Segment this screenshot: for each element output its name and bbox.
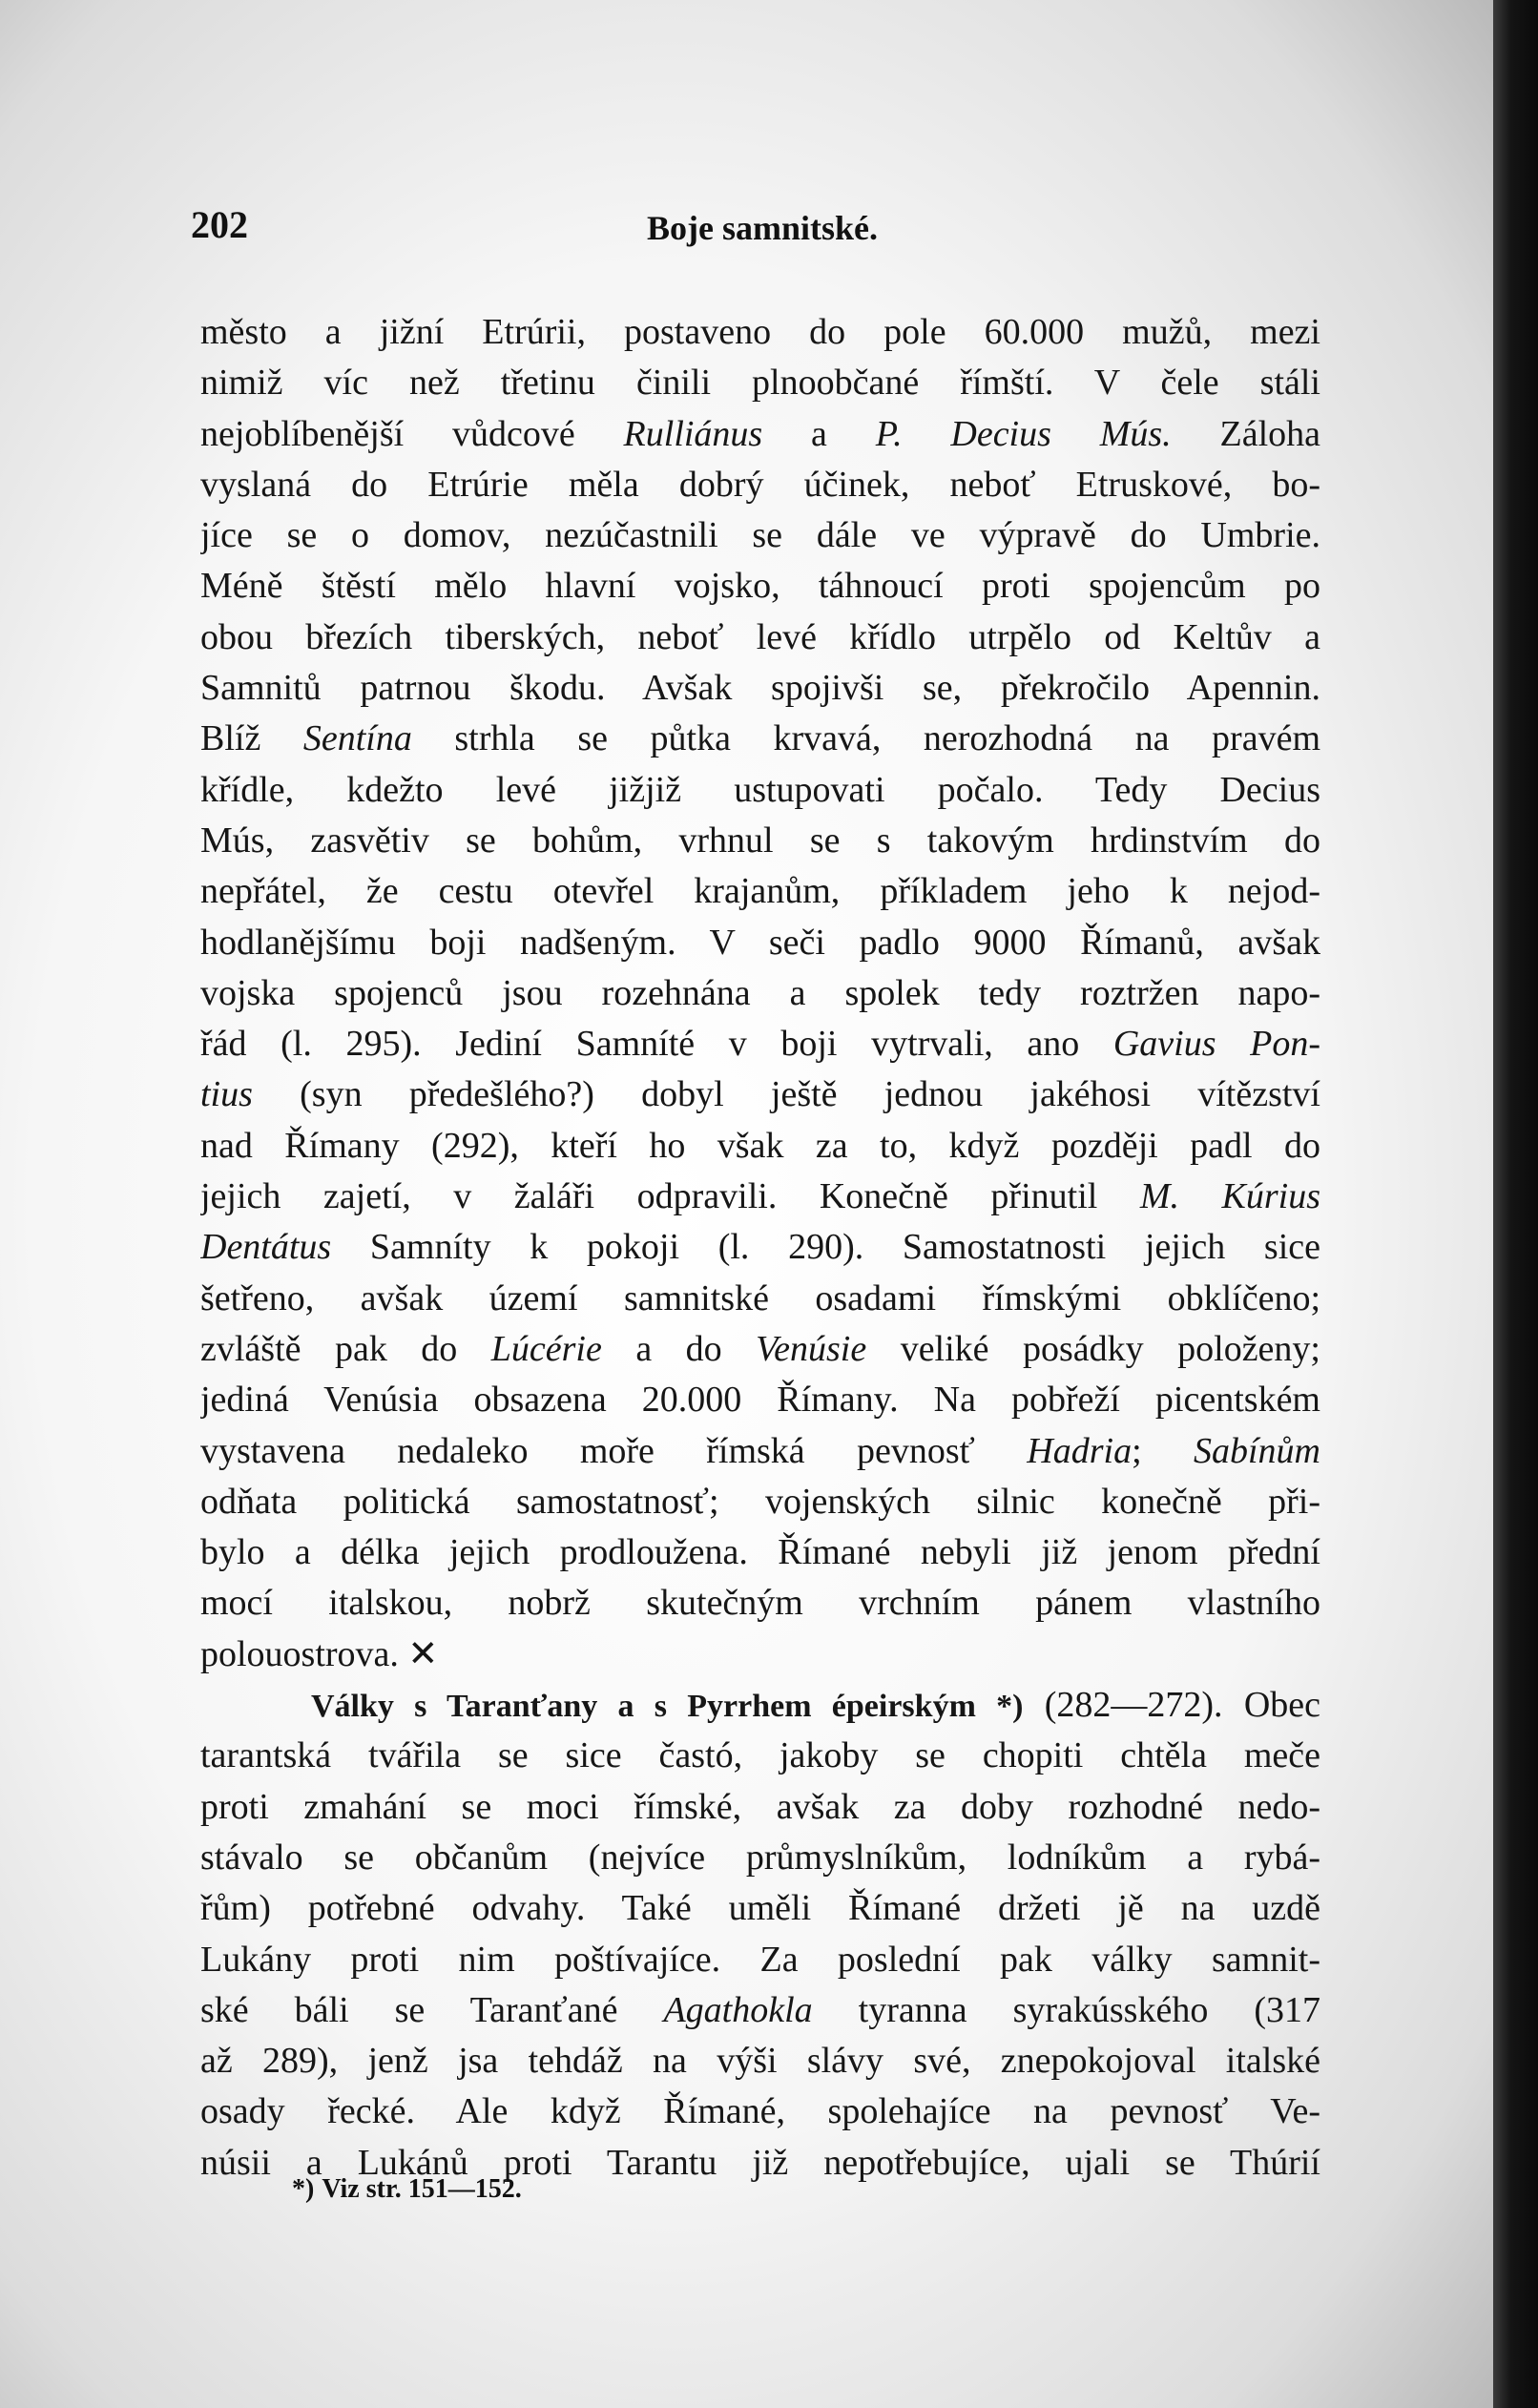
body-text	[200, 307, 1320, 2189]
text-line: nad Římany (292), kteří ho však za to, když později padl do	[200, 1125, 1320, 1166]
text-line: proti zmahání se moci římské, avšak za doby rozhodné nedo-	[200, 1786, 1320, 1827]
italic-name: tius	[200, 1074, 253, 1115]
text-line: jediná Venúsia obsazena 20.000 Římany. Na pobřeží picentském	[200, 1380, 1320, 1421]
text-line: nimiž víc než třetinu činili plnoobčané římští. V čele stáli	[200, 363, 1320, 404]
footnote-text: Viz str. 151—152.	[322, 2174, 522, 2204]
text-line: jíce se o domov, nezúčastnili se dále ve výpravě do Umbrie.	[200, 515, 1320, 556]
text-line: hodlanějšímu boji nadšeným. V seči padlo 9000 Římanů, avšak	[200, 922, 1320, 963]
text-line: Samnitů patrnou škodu. Avšak spojivši se, překročilo Apennin.	[200, 668, 1320, 709]
page-edge-shadow	[1493, 0, 1538, 2408]
text-line: Méně štěstí mělo hlavní vojsko, táhnoucí proti spojencům po	[200, 566, 1320, 607]
text-line: Lukány proti nim poštívajíce. Za poslední pak války samnit-	[200, 1939, 1320, 1980]
italic-name: Hadria	[1027, 1430, 1133, 1471]
text-line: polouostrova. ✕	[200, 1633, 439, 1674]
text-line: křídle, kdežto levé jižjiž ustupovati počalo. Tedy Decius	[200, 769, 1320, 810]
text-line: město a jižní Etrúrii, postaveno do pole 60.000 mužů, mezi	[200, 312, 1320, 352]
italic-name: P. Decius Mús.	[875, 413, 1172, 454]
text-line: vyslaná do Etrúrie měla dobrý účinek, neboť Etruskové, bo-	[200, 464, 1320, 505]
text-line: Mús, zasvětiv se bohům, vrhnul se s takovým hrdinstvím do	[200, 820, 1320, 861]
section-heading: Války s Taranťany a s Pyrrhem épeirským *)	[311, 1689, 1024, 1725]
text-line: odňata politická samostatnosť; vojenských silnic konečně při-	[200, 1481, 1320, 1522]
text-line: vojska spojenců jsou rozehnána a spolek tedy roztržen napo-	[200, 972, 1320, 1013]
text-line: zvláště pak do Lúcérie a do Venúsie veliké posádky položeny;	[200, 1328, 1320, 1369]
italic-name: Dentátus	[200, 1227, 332, 1268]
text-line: stávalo se občanům (nejvíce průmyslníkům, lodníkům a rybá-	[200, 1837, 1320, 1878]
italic-name: Sabínům	[1194, 1430, 1320, 1471]
text-line: osady řecké. Ale když Římané, spolehajíce na pevnosť Ve-	[200, 2091, 1320, 2132]
footnote	[292, 2174, 522, 2205]
running-title: Boje samnitské.	[647, 209, 878, 247]
italic-name: M. Kúrius	[1139, 1176, 1320, 1217]
italic-name: Gavius Pon-	[1112, 1024, 1320, 1065]
text-line: nepřátel, že cestu otevřel krajanům, příkladem jeho k nejod-	[200, 871, 1320, 912]
text-line: nejoblíbenější vůdcové Rulliánus a P. Decius Mús. Záloha	[200, 413, 1320, 454]
text-line: núsii a Lukánů proti Tarantu již nepotřebujíce, ujali se Thúrií	[200, 2142, 1320, 2183]
page-number: 202	[191, 203, 248, 246]
text-line: Dentátus Samníty k pokoji (l. 290). Samostatnosti jejich sice	[200, 1227, 1320, 1268]
text-line: obou březích tiberských, neboť levé křídlo utrpělo od Keltův a	[200, 616, 1320, 657]
italic-name: Venúsie	[756, 1328, 867, 1369]
italic-name: Sentína	[302, 718, 412, 759]
text-line: bylo a délka jejich prodloužena. Římané nebyli již jenom přední	[200, 1532, 1320, 1573]
text-line: tius (syn předešlého?) dobyl ještě jednou jakéhosi vítězství	[200, 1074, 1320, 1115]
italic-name: Agathokla	[663, 1989, 813, 2030]
text-line: jejich zajetí, v žaláři odpravili. Konečně přinutil M. Kúrius	[200, 1176, 1320, 1217]
text-line: řům) potřebné odvahy. Také uměli Římané držeti jě na uzdě	[200, 1888, 1320, 1929]
text-line: Blíž Sentína strhla se půtka krvavá, nerozhodná na pravém	[200, 718, 1320, 759]
text-line: řád (l. 295). Jediní Samníté v boji vytrvali, ano Gavius Pon-	[200, 1024, 1320, 1065]
footnote-mark: *)	[292, 2174, 315, 2204]
text-line: mocí italskou, nobrž skutečným vrchním pánem vlastního	[200, 1583, 1320, 1624]
text-line: ské báli se Taranťané Agathokla tyranna syrakúsského (317	[200, 1989, 1320, 2030]
page-header	[191, 202, 1317, 259]
section-heading-line: Války s Taranťany a s Pyrrhem épeirským *) (282—272). Obec	[311, 1685, 1320, 1726]
text-line: vystavena nedaleko moře římská pevnosť Hadria; Sabínům	[200, 1430, 1320, 1471]
text-line: tarantská tvářila se sice častó, jakoby se chopiti chtěla meče	[200, 1735, 1320, 1776]
text-line: až 289), jenž jsa tehdáž na výši slávy své, znepokojoval italské	[200, 2041, 1320, 2082]
italic-name: Rulliánus	[623, 413, 763, 454]
text-line: šetřeno, avšak území samnitské osadami římskými obklíčeno;	[200, 1277, 1320, 1318]
italic-name: Lúcérie	[490, 1328, 602, 1369]
